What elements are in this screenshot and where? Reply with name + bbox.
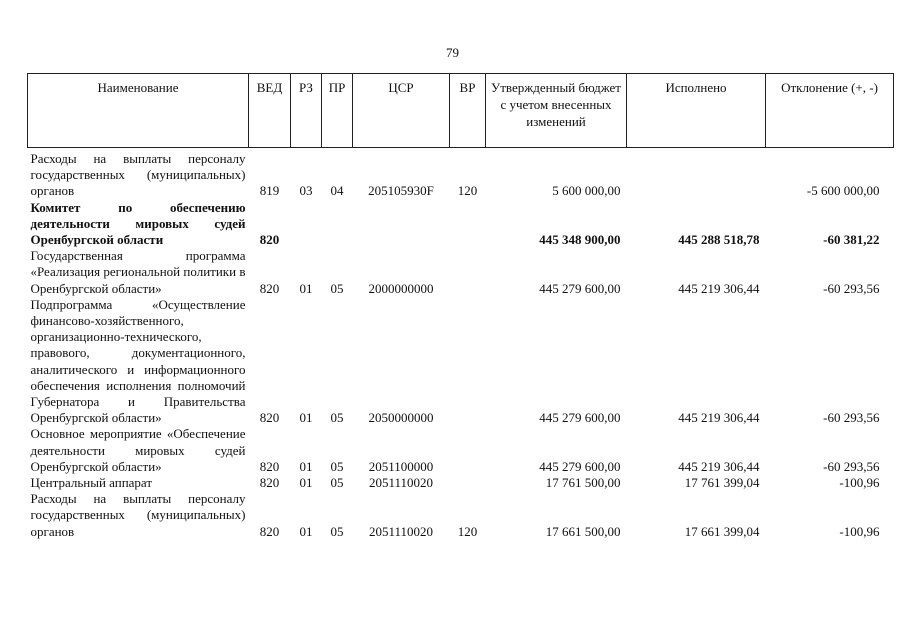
cell-vr	[450, 297, 486, 427]
cell-vr	[450, 200, 486, 249]
header-pr: ПР	[322, 74, 353, 148]
header-csr: ЦСР	[353, 74, 450, 148]
page-number: 79	[446, 45, 459, 60]
table-row	[28, 148, 894, 200]
cell-csr: 205105930F	[368, 183, 434, 199]
table-body	[28, 148, 894, 540]
cell-csr: 2051110020	[368, 475, 434, 491]
cell-name: Государственная программа «Реализация региональной политики в Оренбургской области»	[30, 248, 246, 296]
cell-approved: 445 279 600,00	[539, 280, 621, 296]
cell-pr: 05	[330, 523, 344, 539]
cell-name: Подпрограмма «Осуществление финансово-хозяйственного, организационно-технического, правового, документационного, аналитического и информационного обеспечения исполнения полномочий Губернатора и Правительства Оренбургской области»	[30, 296, 246, 426]
cell-approved: 445 348 900,00	[539, 232, 621, 248]
table-row	[28, 475, 894, 491]
cell-vr: 120	[457, 183, 478, 199]
cell-csr: 2051100000	[368, 458, 434, 474]
header-vr: ВР	[450, 74, 486, 148]
cell-ved: 820	[259, 410, 280, 426]
cell-csr: 2051110020	[368, 523, 434, 539]
cell-approved: 445 279 600,00	[539, 458, 621, 474]
cell-csr: 2000000000	[368, 280, 434, 296]
cell-rz: 01	[299, 280, 313, 296]
cell-name: Центральный аппарат	[30, 475, 153, 491]
cell-rz: 01	[299, 523, 313, 539]
cell-pr: 05	[330, 458, 344, 474]
header-ved: ВЕД	[249, 74, 291, 148]
cell-executed: 445 219 306,44	[678, 458, 760, 474]
cell-deviation: -60 381,22	[823, 232, 880, 248]
cell-rz: 01	[299, 410, 313, 426]
cell-name: Расходы на выплаты персоналу государственных (муниципальных) органов	[30, 151, 246, 199]
cell-approved: 17 661 500,00	[545, 523, 621, 539]
cell-approved: 445 279 600,00	[539, 410, 621, 426]
table-row	[28, 200, 894, 249]
cell-ved: 820	[259, 475, 280, 491]
cell-vr: 120	[457, 523, 478, 539]
cell-vr	[450, 475, 486, 491]
cell-executed: 445 219 306,44	[678, 410, 760, 426]
table-row	[28, 426, 894, 475]
cell-rz: 03	[299, 183, 313, 199]
cell-approved: 5 600 000,00	[552, 183, 621, 199]
cell-ved: 820	[259, 523, 280, 539]
cell-executed: 17 761 399,04	[684, 475, 760, 491]
cell-rz	[291, 200, 322, 249]
cell-csr	[353, 200, 450, 249]
cell-deviation: -60 293,56	[823, 280, 880, 296]
header-executed: Исполнено	[627, 74, 766, 148]
cell-ved: 820	[259, 280, 280, 296]
cell-executed: 445 219 306,44	[678, 280, 760, 296]
cell-ved: 820	[259, 232, 280, 248]
header-deviation: Отклонение (+, -)	[766, 74, 894, 148]
cell-pr: 04	[330, 183, 344, 199]
cell-pr: 05	[330, 475, 344, 491]
cell-vr	[450, 248, 486, 297]
cell-ved: 820	[259, 458, 280, 474]
cell-deviation: -5 600 000,00	[806, 183, 880, 199]
table-header-row	[28, 74, 894, 148]
budget-execution-table	[27, 73, 894, 540]
cell-pr	[322, 200, 353, 249]
table-row	[28, 491, 894, 540]
table-row	[28, 297, 894, 427]
header-approved: Утвержденный бюджет с учетом внесенных изменений	[486, 74, 627, 148]
cell-deviation: -100,96	[839, 523, 880, 539]
cell-ved: 819	[259, 183, 280, 199]
cell-name: Расходы на выплаты персоналу государственных (муниципальных) органов	[30, 491, 246, 539]
cell-csr: 2050000000	[368, 410, 434, 426]
header-rz: РЗ	[291, 74, 322, 148]
header-name: Наименование	[28, 74, 249, 148]
cell-deviation: -60 293,56	[823, 458, 880, 474]
cell-name: Основное мероприятие «Обеспечение деятельности мировых судей Оренбургской области»	[30, 426, 246, 474]
cell-rz: 01	[299, 458, 313, 474]
table-row	[28, 248, 894, 297]
cell-name: Комитет по обеспечению деятельности мировых судей Оренбургской области	[30, 199, 246, 248]
cell-pr: 05	[330, 280, 344, 296]
cell-deviation: -60 293,56	[823, 410, 880, 426]
cell-executed: 445 288 518,78	[678, 232, 760, 248]
cell-deviation: -100,96	[839, 475, 880, 491]
cell-vr	[450, 426, 486, 475]
cell-executed: 17 661 399,04	[684, 523, 760, 539]
cell-approved: 17 761 500,00	[545, 475, 621, 491]
cell-rz: 01	[299, 475, 313, 491]
cell-executed	[627, 148, 766, 200]
cell-pr: 05	[330, 410, 344, 426]
